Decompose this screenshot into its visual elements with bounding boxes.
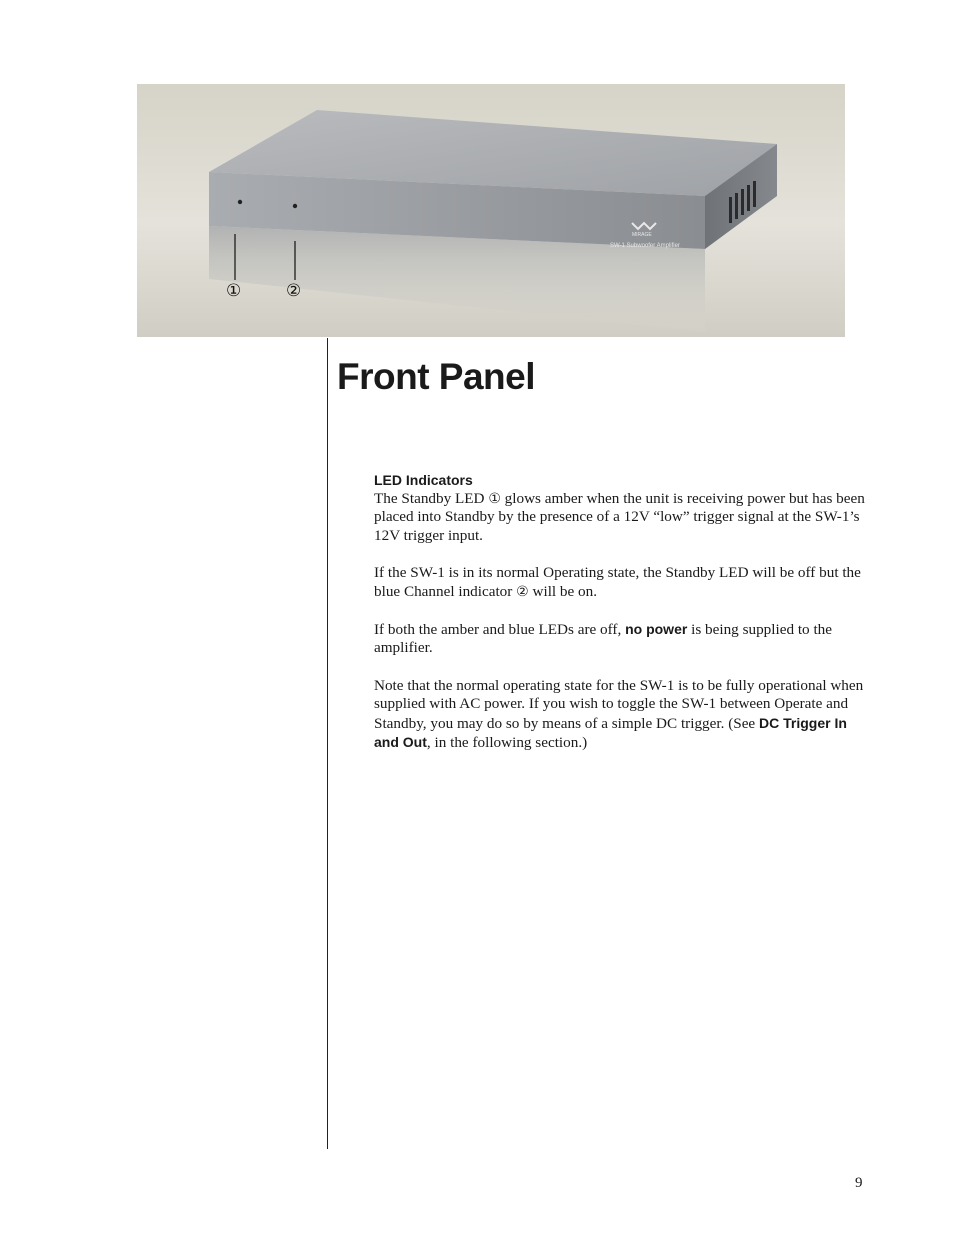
callout-ref-2: ② (516, 583, 529, 600)
brand-text: MIRAGE (632, 232, 652, 238)
led-indicators-section (374, 471, 874, 772)
standby-led (238, 200, 242, 204)
page-title: Front Panel (337, 356, 536, 397)
faceplate-label: SW-1 Subwoofer Amplifier (610, 243, 680, 249)
paragraph-operating: If the SW-1 is in its normal Operating state, the Standby LED will be off but the blue Channel indicator ② will be on. (374, 563, 861, 600)
channel-led (293, 204, 297, 208)
dc-trigger-reference: DC Trigger In and Out (374, 714, 847, 751)
product-photo (137, 84, 845, 337)
callout-ref-1: ① (488, 490, 501, 507)
callout-2: ② (286, 281, 302, 301)
paragraph-note: Note that the normal operating state for the SW-1 is to be fully operational when supplied with AC power. If you wish to toggle the SW-1 between Operate and Standby, you may do so by means of a simple DC trigger. (See DC Trigger In and Out, in the following section.) (374, 676, 864, 752)
callout-1: ① (226, 281, 242, 301)
page-number: 9 (855, 1175, 863, 1191)
no-power-emphasis: no power (625, 620, 688, 637)
paragraph-standby: The Standby LED ① glows amber when the unit is receiving power but has been placed into Standby by the presence of a 12V “low” trigger signal at the SW-1’s 12V trigger input. (374, 489, 865, 544)
section-heading: LED Indicators (374, 472, 473, 488)
vertical-rule (327, 338, 328, 1149)
paragraph-no-power: If both the amber and blue LEDs are off, no power is being supplied to the amplifier. (374, 620, 833, 657)
